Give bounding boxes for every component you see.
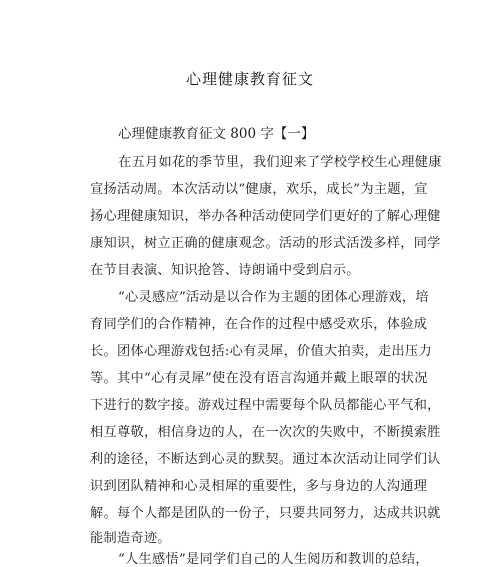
- paragraph-line: “心灵感应”活动是以合作为主题的团体心理游戏，培: [118, 290, 429, 305]
- paragraph-line: 在五月如花的季节里，我们迎来了学校学校生心理健康: [118, 155, 442, 170]
- paragraph-line: 解。每个人都是团队的一份子，只要共同努力，达成共识就: [90, 506, 441, 521]
- paragraph-line: 下进行的数字接。游戏过程中需要每个队员都能心平气和，: [90, 398, 441, 413]
- paragraph-line: 相互尊敬，相信身边的人，在一次次的失败中，不断摸索胜: [90, 425, 441, 440]
- paragraph-line: 等。其中“心有灵犀”使在没有语言沟通并戴上眼罩的状况: [90, 371, 428, 386]
- paragraph-line: 扬心理健康知识，举办各种活动使同学们更好的了解心理健: [90, 209, 441, 224]
- paragraph-line: 利的途径，不断达到心灵的默契。通过本次活动让同学们认: [90, 452, 441, 467]
- paragraph-line: 康知识，树立正确的健康观念。活动的形式活泼多样，同学: [90, 236, 441, 251]
- paragraph-line: 识到团队精神和心灵相犀的重要性，多与身边的人沟通理: [90, 479, 428, 494]
- paragraph-line: 能制造奇迹。: [90, 531, 171, 546]
- document-title: 心理健康教育征文: [185, 70, 314, 88]
- paragraph-line: 长。团体心理游戏包括:心有灵犀，价值大拍卖，走出压力: [90, 344, 432, 359]
- paragraph-line: “人生感悟”是同学们自己的人生阅历和教训的总结，: [118, 552, 429, 567]
- paragraph-line: 宣扬活动周。本次活动以“健康，欢乐，成长”为主题，宣: [90, 182, 428, 197]
- paragraph-line: 在节目表演、知识抢答、诗朗诵中受到启示。: [90, 263, 360, 278]
- paragraph-line: 育同学们的合作精神，在合作的过程中感受欢乐，体验成: [90, 317, 428, 332]
- essay-subtitle: 心理健康教育征文 800 字【一】: [118, 126, 315, 142]
